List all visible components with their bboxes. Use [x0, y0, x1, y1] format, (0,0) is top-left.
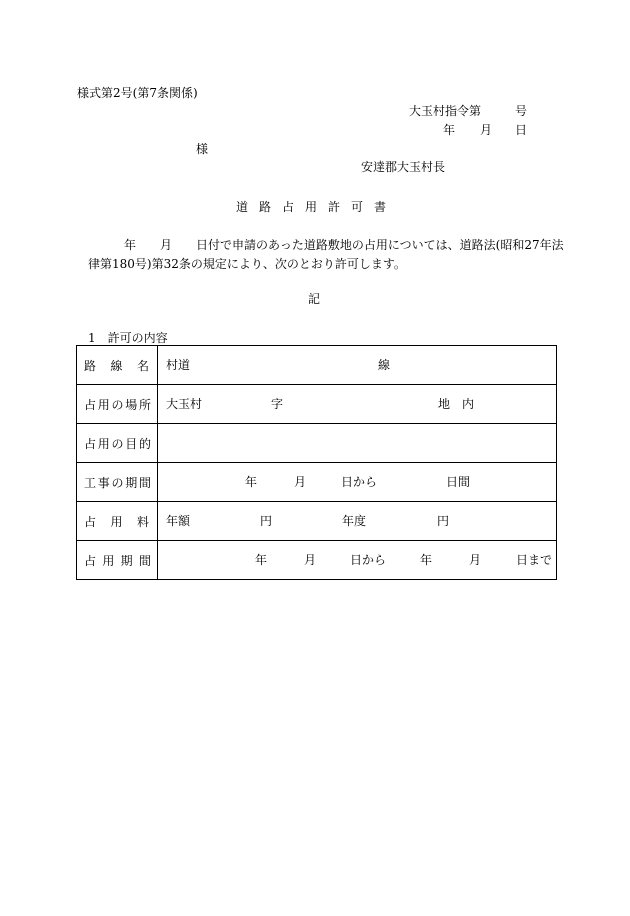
label-char: 目 [125, 436, 138, 451]
label-char: 間 [138, 475, 151, 490]
issuer-name: 安達郡大玉村長 [361, 160, 446, 174]
cell-text: 月 [294, 475, 307, 489]
label-char: 用 [97, 436, 110, 451]
label-char: の [111, 397, 124, 412]
cell-text: 日まで [516, 553, 553, 567]
cell-text: 字 [271, 397, 284, 411]
table-row [77, 502, 557, 541]
cell-text: 月 [304, 553, 317, 567]
cell-text: 年 [245, 475, 258, 489]
cell-text: 大玉村 [166, 397, 203, 411]
label-char: 占 [84, 397, 97, 412]
cell-text: 年 [420, 553, 433, 567]
row-value [158, 463, 557, 502]
row-label [77, 463, 158, 502]
label-char: 工 [84, 475, 97, 490]
body-text-line2: 律第180号)第32条の規定により、次のとおり許可します。 [88, 257, 406, 271]
table-row [77, 424, 557, 463]
row-value [158, 541, 557, 580]
table-row [77, 346, 557, 385]
document-number-suffix: 号 [515, 104, 528, 118]
label-char: 場 [125, 397, 138, 412]
table-row [77, 463, 557, 502]
label-char: 用 [97, 397, 110, 412]
row-value [158, 424, 557, 463]
label-char: 事 [97, 475, 110, 490]
row-label [77, 385, 158, 424]
label-char: 線 [110, 358, 123, 373]
label-char: 用 [102, 553, 115, 568]
table-row [77, 541, 557, 580]
row-value [158, 385, 557, 424]
permit-table [76, 345, 557, 580]
label-char: 期 [120, 553, 133, 568]
label-char: 占 [84, 436, 97, 451]
row-label [77, 541, 158, 580]
label-char: 用 [110, 514, 123, 529]
row-label [77, 346, 158, 385]
label-char: 占 [84, 514, 97, 529]
row-label [77, 424, 158, 463]
label-char: 間 [138, 553, 151, 568]
date-day: 日 [515, 123, 528, 137]
label-char: 名 [136, 358, 149, 373]
label-char: の [111, 475, 124, 490]
date-month: 月 [480, 123, 493, 137]
cell-text: 地 [438, 397, 451, 411]
cell-text: 円 [260, 514, 273, 528]
document-title: 道路占用許可書 [236, 200, 398, 214]
cell-text: 村道 [166, 358, 191, 372]
label-char: 路 [84, 358, 97, 373]
cell-text: 月 [469, 553, 482, 567]
form-number: 様式第2号(第7条関係) [77, 86, 198, 100]
table-row [77, 385, 557, 424]
ki-heading: 記 [308, 292, 321, 306]
cell-text: 年 [255, 553, 268, 567]
addressee-suffix: 様 [196, 142, 209, 156]
label-char: 所 [138, 397, 151, 412]
cell-text: 線 [378, 358, 391, 372]
cell-text: 円 [437, 514, 450, 528]
body-year: 年 [124, 238, 137, 252]
document-number-prefix: 大玉村指令第 [409, 104, 482, 118]
cell-text: 日から [350, 553, 387, 567]
label-char: の [111, 436, 124, 451]
cell-text: 年額 [166, 514, 191, 528]
label-char: 料 [136, 514, 149, 529]
row-value [158, 346, 557, 385]
row-label [77, 502, 158, 541]
label-char: 占 [84, 553, 97, 568]
cell-text: 日から [341, 475, 378, 489]
section-heading: 1 許可の内容 [88, 331, 168, 345]
body-month: 月 [160, 238, 173, 252]
cell-text: 日間 [446, 475, 471, 489]
label-char: 期 [125, 475, 138, 490]
cell-text: 年度 [342, 514, 367, 528]
date-year: 年 [443, 123, 456, 137]
label-char: 的 [138, 436, 151, 451]
row-value [158, 502, 557, 541]
cell-text: 内 [462, 397, 475, 411]
body-text-line1: 日付で申請のあった道路敷地の占用については、道路法(昭和27年法 [196, 238, 564, 252]
